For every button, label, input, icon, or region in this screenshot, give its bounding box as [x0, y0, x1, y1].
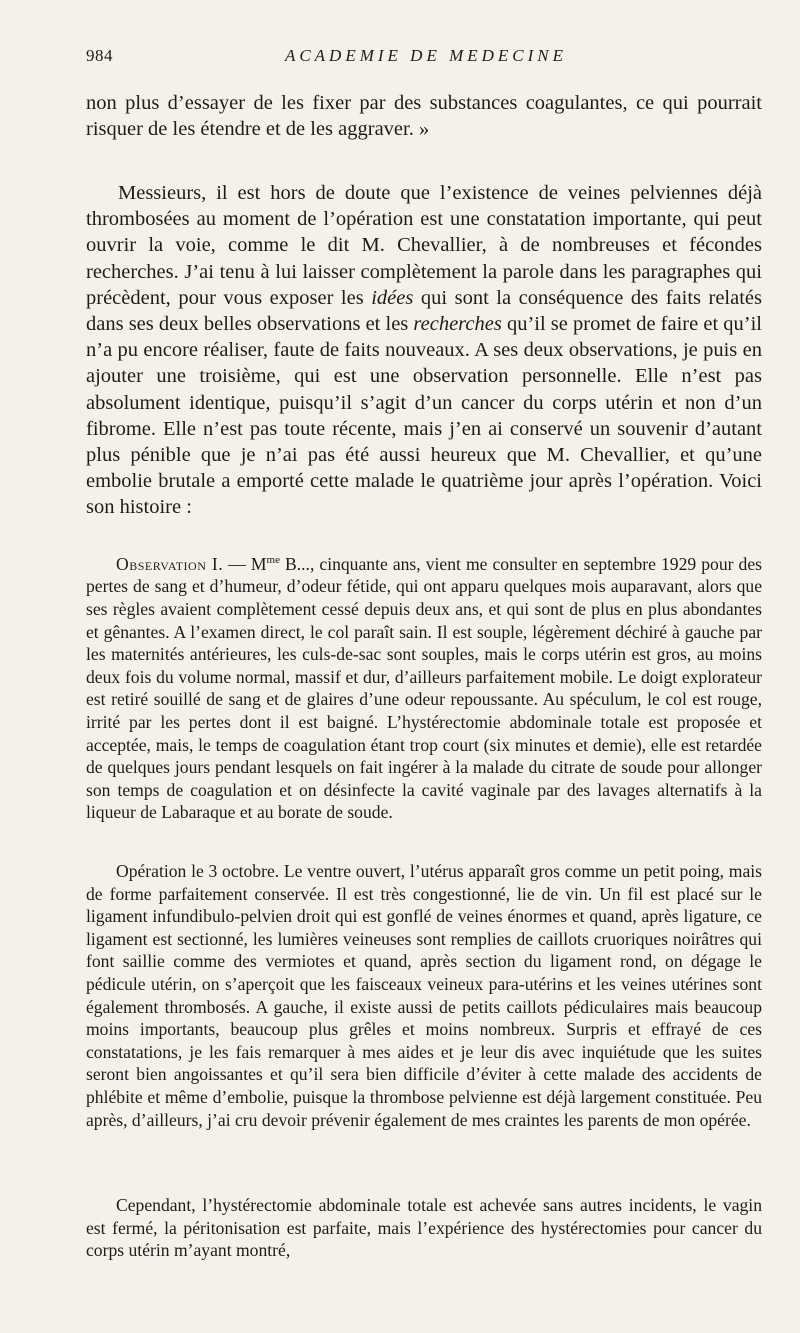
- p2-text-2: qui sont la conséquence des faits relatés dans ses deux belles observations et les: [86, 286, 763, 336]
- observation-dash: —: [223, 553, 251, 574]
- p2-emphasis-idees: idées: [371, 286, 414, 309]
- observation-label: Observation I.: [116, 553, 224, 574]
- p2-text-1: Messieurs, il est hors de doute que l’existence de veines pelviennes déjà thrombosées au moment de l’opération est une constatation importante, qui peut ouvrir la voie, comme le dit M. Chevallier, à de nombreuses et fécondes recherches. J’ai tenu à lui laisser complètement la parole dans les paragraphes qui précèdent, pour vous exposer les: [86, 182, 762, 309]
- running-title: ACADEMIE DE MEDECINE: [284, 46, 568, 65]
- observation-text: B..., cinquante ans, vient me consulter en septembre 1929 pour des pertes de sang et d’humeur, d’odeur fétide, qui ont apparu quelques mois auparavant, alors que ses règles avaient complètement cessé depuis deux ans, et qui sont de plus en plus abondantes et gênantes. A l’examen direct, le col paraît sain. Il est souple, légèrement déchiré à gauche par les maternités antérieures, les culs-de-sac sont souples, mais le corps utérin est gros, au moins deux fois du volume normal, massif et dur, d’ailleurs parfaitement mobile. Le doigt explorateur est retiré souillé de sang et de glaires d’une odeur repoussante. Au spéculum, le col est rouge, irrité par les pertes dont il est baigné. L’hystérectomie abdominale totale est proposée et acceptée, mais, le temps de coagulation étant trop court (six minutes et demie), elle est retardée de quelques jours pendant lesquels on fait ingérer à la malade du citrate de soude pour allonger son temps de coagulation et on désinfecte la cavité vaginale par des lavages alternatifs à la liqueur de Labaraque et au borate de soude.: [86, 553, 762, 823]
- paragraph-observation: [86, 549, 762, 824]
- paragraph-operation: Opération le 3 octobre. Le ventre ouvert, l’utérus apparaît gros comme un petit poing, mais de forme parfaitement conservée. Il est très congestionné, lie de vin. Un fil est placé sur le ligament infundibulo-pelvien droit qui est gonflé de veines énormes et quand, après ligature, ce ligament est sectionné, les lumières veineuses sont remplies de caillots cruoriques noirâtres qui font saillie comme des vermiotes et quand, après section du ligament rond, on dégage le pédicule utérin, on s’aperçoit que les faisceaux veineux para-utérins et les veines utérines sont également thrombosés. A gauche, il existe aussi de petits caillots pédiculaires mais beaucoup moins importants, beaucoup plus grêles et moins nombreux. Surpris et effrayé de ces constatations, je les fais remarquer à mes aides et je leur dis avec inquiétude que les suites seront bien angoissantes et qu’il sera bien difficile d’éviter à cette malade des accidents de phlébite et même d’embolie, puisque la thrombose pelvienne est déjà largement constituée. Peu après, d’ailleurs, j’ai cru devoir prévenir également de mes craintes les parents de mon opérée.: [86, 861, 762, 1130]
- paragraph-continuation: non plus d’essayer de les fixer par des substances coagulantes, ce qui pourrait risquer de les étendre et de les aggraver. »: [86, 92, 762, 141]
- observation-title-sup: me: [266, 554, 280, 566]
- paragraph-cependant: Cependant, l’hystérectomie abdominale totale est achevée sans autres incidents, le vagin est fermé, la péritonisation est parfaite, mais l’expérience des hystérectomies pour cancer du corps utérin m’ayant montré,: [86, 1195, 762, 1261]
- p2-emphasis-recherches: recherches: [413, 313, 502, 336]
- p2-text-3: qu’il se promet de faire et qu’il n’a pu encore réaliser, faute de faits nouveaux. A ses deux observations, je puis en ajouter une troisième, qui est une observation personnelle. Elle n’est pas absolument identique, puisqu’il s’agit d’un cancer du corps utérin et non d’un fibrome. Elle n’est pas toute récente, mais j’en ai conservé un souvenir d’autant plus pénible que je n’ai pas été aussi heureux que M. Chevallier, et qu’une embolie brutale a emporté cette malade le quatrième jour après l’opération. Voici son histoire :: [86, 313, 762, 519]
- observation-title: M: [250, 553, 267, 574]
- page-number: 984: [86, 46, 113, 65]
- page-header: [86, 46, 766, 70]
- paragraph-messieurs: [86, 180, 762, 521]
